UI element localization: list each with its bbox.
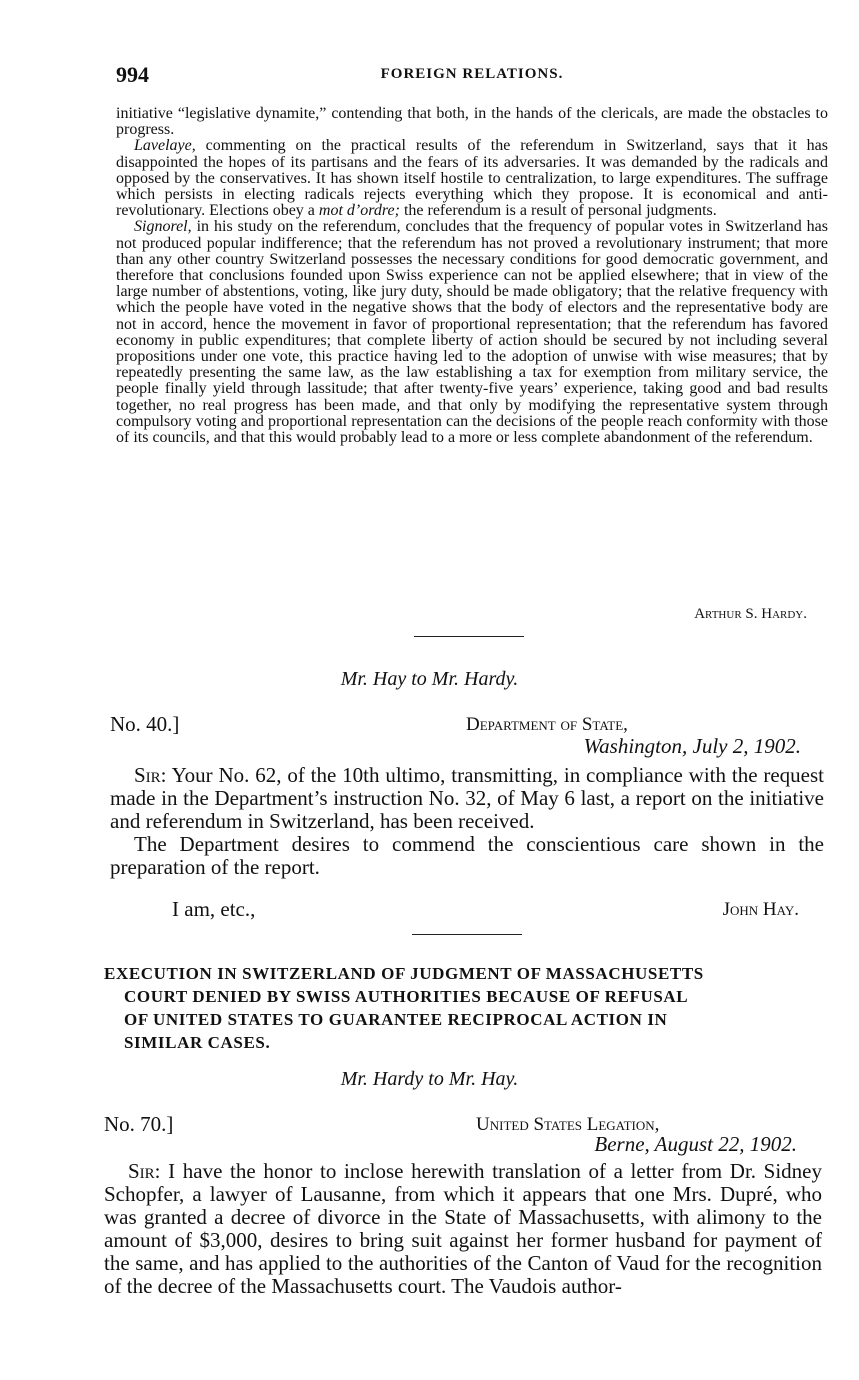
letter-1-signature: John Hay.	[722, 899, 799, 920]
letter-2-paragraph-1: Sir: I have the honor to inclose herewith translation of a letter from Dr. Sidney Schopfer, a lawyer of Lausanne, from which it appears that one Mrs. Dupré, who was granted a decree of divorce in the State of Massachusetts, with alimony to the amount of $3,000, desires to bring suit against her former husband for payment of the same, and has applied to the authorities of the Canton of Vaud for the recognition of the decree of the Massachusetts court. The Vaudois author-	[104, 1159, 822, 1298]
report-signature: Arthur S. Hardy.	[694, 606, 807, 622]
letter-2-number: No. 70.]	[104, 1112, 174, 1136]
section-title	[104, 962, 828, 1054]
letter-1-number: No. 40.]	[110, 712, 180, 736]
letter-1-heading: Mr. Hay to Mr. Hardy.	[340, 668, 519, 690]
author-name-signorel: Signorel,	[134, 218, 192, 236]
author-name-lavelaye: Lavelaye,	[134, 137, 196, 155]
letter-1-closing: I am, etc.,	[172, 897, 256, 921]
section-title-line: SIMILAR CASES.	[124, 1033, 271, 1052]
section-title-line: EXECUTION IN SWITZERLAND OF JUDGMENT OF MASSACHUSETTS	[104, 964, 704, 983]
divider	[412, 934, 522, 935]
report-paragraph-1: initiative “legislative dynamite,” contending that both, in the hands of the clericals, are made the obstacles to progress.	[116, 105, 828, 139]
letter-2-sender: United States Legation,	[476, 1114, 660, 1135]
letter-1-place-date: Washington, July 2, 1902.	[583, 734, 801, 758]
report-paragraph-3: Signorel, in his study on the referendum, concludes that the frequency of popular votes in Switzerland has not produced popular indifference; that the referendum has not proved a revolutionary instrument; that more than any other country Switzerland possesses the necessary conditions for good democratic government, and therefore that conclusions founded upon Swiss experience can not be applied elsewhere; that in view of the large number of abstentions, voting, like jury duty, should be made obligatory; that the relative frequency with which the people have voted in the negative shows that the body of electors and the representative body are not in accord, hence the movement in favor of proportional representation; that the referendum has favored economy in public expenditures; that complete liberty of action should be secured by not including several propositions under one vote, this practice having led to the adoption of unwise with wise measures; that by repeatedly presenting the same law, as the law establishing a tax for exemption from military service, the people finally yield through lassitude; that after twenty-five years’ experience, taking good and bad results together, no real progress has been made, and that only by modifying the representative system through compulsory voting and proportional representation can the decisions of the people reach conformity with those of its councils, and that this would probably lead to a more or less complete abandonment of the referendum.	[116, 218, 828, 447]
foreign-phrase: mot d’ordre;	[318, 202, 400, 220]
page-header	[116, 62, 828, 92]
running-title: FOREIGN RELATIONS.	[380, 66, 564, 82]
letter-1-body	[110, 764, 824, 879]
section-title-line: OF UNITED STATES TO GUARANTEE RECIPROCAL ACTION IN	[124, 1010, 668, 1029]
divider	[414, 636, 524, 637]
letter-1-sender: Department of State,	[466, 714, 628, 735]
report-paragraph-2: Lavelaye, commenting on the practical results of the referendum in Switzerland, says that it has disappointed the hopes of its partisans and the fears of its adversaries. It was demanded by the radicals and opposed by the conservatives. It has shown itself hostile to centralization, to large expenditures. The suffrage which persists in electing radicals rejects everything which they propose. It is economical and anti-revolutionary. Elections obey a mot d’ordre; the referendum is a result of personal judgments.	[116, 137, 828, 220]
letter-2-body	[104, 1160, 822, 1298]
letter-1-paragraph-1: Sir: Your No. 62, of the 10th ultimo, transmitting, in compliance with the request made in the Department’s instruction No. 32, of May 6 last, a report on the initiative and referendum in Switzerland, has been received.	[110, 763, 824, 833]
page-number: 994	[116, 62, 149, 87]
section-title-line: COURT DENIED BY SWISS AUTHORITIES BECAUSE OF REFUSAL	[124, 987, 689, 1006]
letter-1-paragraph-2: The Department desires to commend the conscientious care shown in the preparation of the report.	[110, 832, 824, 879]
letter-2-place-date: Berne, August 22, 1902.	[594, 1132, 797, 1156]
letter-2-heading: Mr. Hardy to Mr. Hay.	[340, 1068, 519, 1090]
report-text	[116, 106, 828, 446]
